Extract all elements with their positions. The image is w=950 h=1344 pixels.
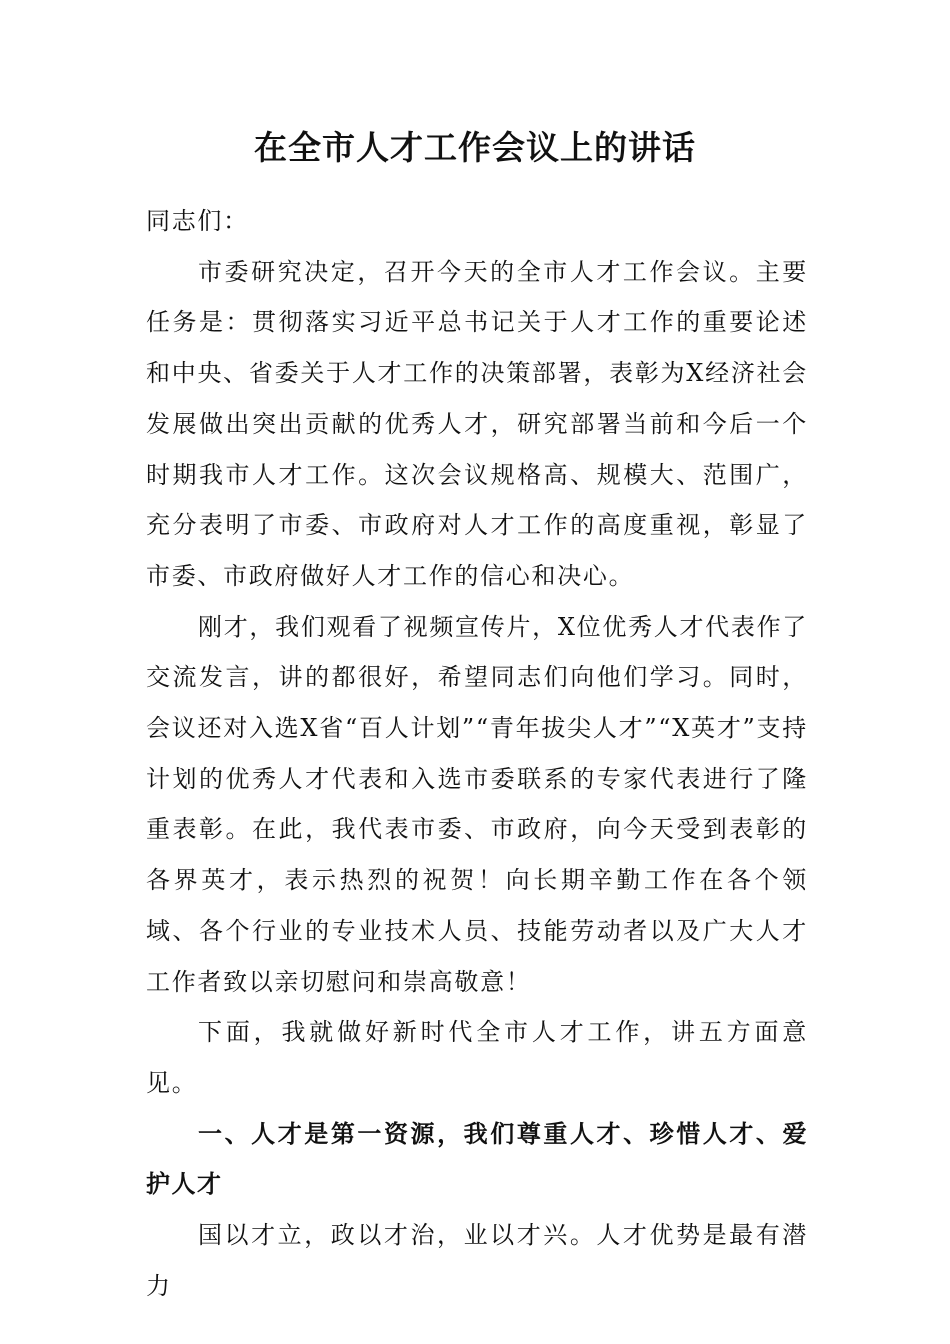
paragraph-2: 刚才，我们观看了视频宣传片，X位优秀人才代表作了交流发言，讲的都很好，希望同志们向他们学习。同时，会议还对入选X省“百人计划”“青年拔尖人才”“X英才”支持计划的优秀人才代表和入选市委联系的专家代表进行了隆重表彰。在此，我代表市委、市政府，向今天受到表彰的各界英才，表示热烈的祝贺！向长期辛勤工作在各个领域、各个行业的专业技术人员、技能劳动者以及广大人才工作者致以亲切慰问和崇高敬意！ <box>146 612 808 996</box>
salutation: 同志们： <box>146 207 249 235</box>
document-title: 在全市人才工作会议上的讲话 <box>254 128 696 167</box>
paragraph-1: 市委研究决定，召开今天的全市人才工作会议。主要任务是：贯彻落实习近平总书记关于人才工作的重要论述和中央、省委关于人才工作的决策部署，表彰为X经济社会发展做出突出贡献的优秀人才，研究部署当前和今后一个时期我市人才工作。这次会议规格高、规模大、范围广，充分表明了市委、市政府对人才工作的高度重视，彰显了市委、市政府做好人才工作的信心和决心。 <box>146 257 808 590</box>
document-body <box>146 196 808 1311</box>
paragraph-3: 下面，我就做好新时代全市人才工作，讲五方面意见。 <box>146 1018 808 1097</box>
paragraph-4: 国以才立，政以才治，业以才兴。人才优势是最有潜力 <box>146 1221 808 1300</box>
section-heading-1: 一、人才是第一资源，我们尊重人才、珍惜人才、爱护人才 <box>146 1118 808 1199</box>
